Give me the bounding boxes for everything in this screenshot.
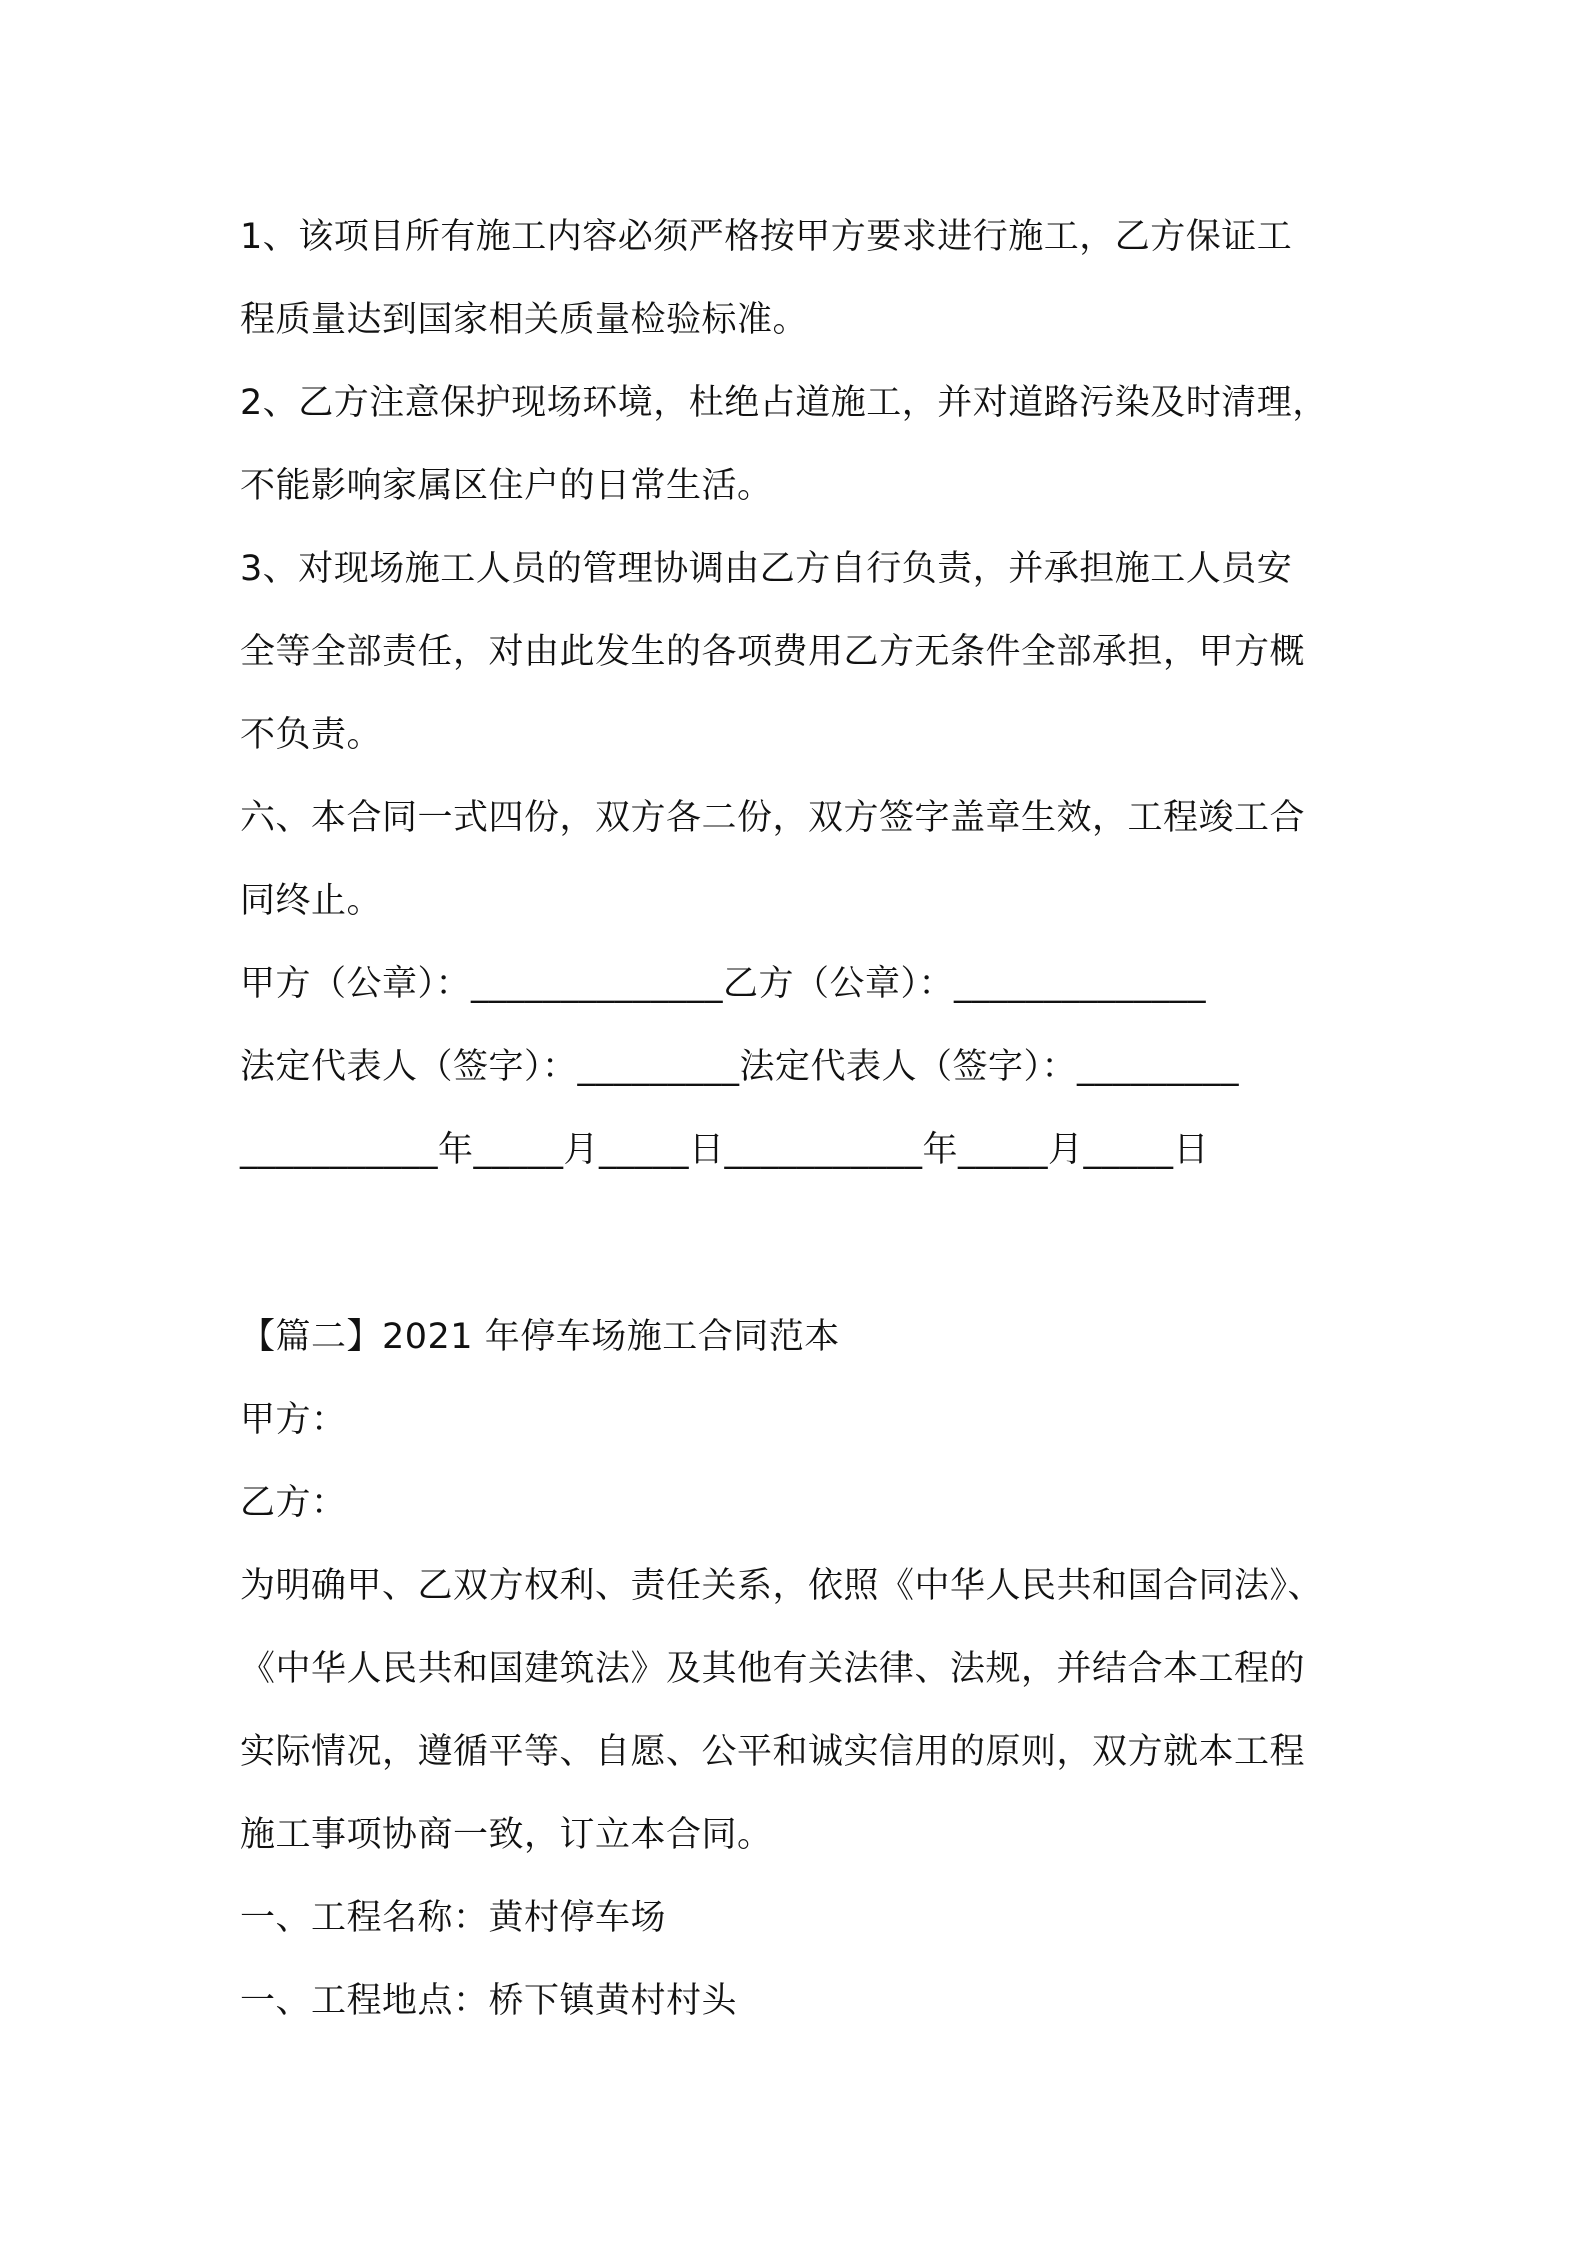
clause-3-line-3: 不负责。 xyxy=(240,715,383,755)
clause-6-line-2: 同终止。 xyxy=(240,881,383,921)
party-a-line: 甲方： xyxy=(240,1400,347,1440)
party-b-line: 乙方： xyxy=(240,1483,347,1523)
clause-6-line-1: 六、本合同一式四份，双方各二份，双方签字盖章生效，工程竣工合 xyxy=(240,798,1306,838)
clause-3-line-2: 全等全部责任，对由此发生的各项费用乙方无条件全部承担，甲方概 xyxy=(240,632,1306,672)
signature-line: 法定代表人（签字）：_________法定代表人（签字）：_________ xyxy=(240,1047,1240,1087)
clause-2-line-2: 不能影响家属区住户的日常生活。 xyxy=(240,466,773,506)
clause-2-line-1: 2、乙方注意保护现场环境，杜绝占道施工，并对道路污染及时清理， xyxy=(240,383,1328,423)
document-body xyxy=(240,196,1370,2043)
section-title: 【篇二】2021 年停车场施工合同范本 xyxy=(240,1317,840,1357)
clause-1-line-2: 程质量达到国家相关质量检验标准。 xyxy=(240,300,809,340)
project-location-line: 一、工程地点：桥下镇黄村村头 xyxy=(240,1981,738,2021)
seal-line: 甲方（公章）：______________乙方（公章）：______________ xyxy=(240,964,1207,1004)
preamble-line-1: 为明确甲、乙双方权利、责任关系，依照《中华人民共和国合同法》、 xyxy=(240,1566,1324,1606)
clause-1-line-1: 1、该项目所有施工内容必须严格按甲方要求进行施工，乙方保证工 xyxy=(240,217,1293,257)
project-name-line: 一、工程名称：黄村停车场 xyxy=(240,1898,667,1938)
preamble-line-2: 《中华人民共和国建筑法》及其他有关法律、法规，并结合本工程的 xyxy=(240,1649,1306,1689)
date-line: ___________年_____月_____日___________年_____月_____日 xyxy=(240,1130,1210,1170)
preamble-line-3: 实际情况，遵循平等、自愿、公平和诚实信用的原则，双方就本工程 xyxy=(240,1732,1306,1772)
preamble-line-4: 施工事项协商一致，订立本合同。 xyxy=(240,1815,773,1855)
section-gap xyxy=(240,1192,1370,1296)
clause-3-line-1: 3、对现场施工人员的管理协调由乙方自行负责，并承担施工人员安 xyxy=(240,549,1293,589)
